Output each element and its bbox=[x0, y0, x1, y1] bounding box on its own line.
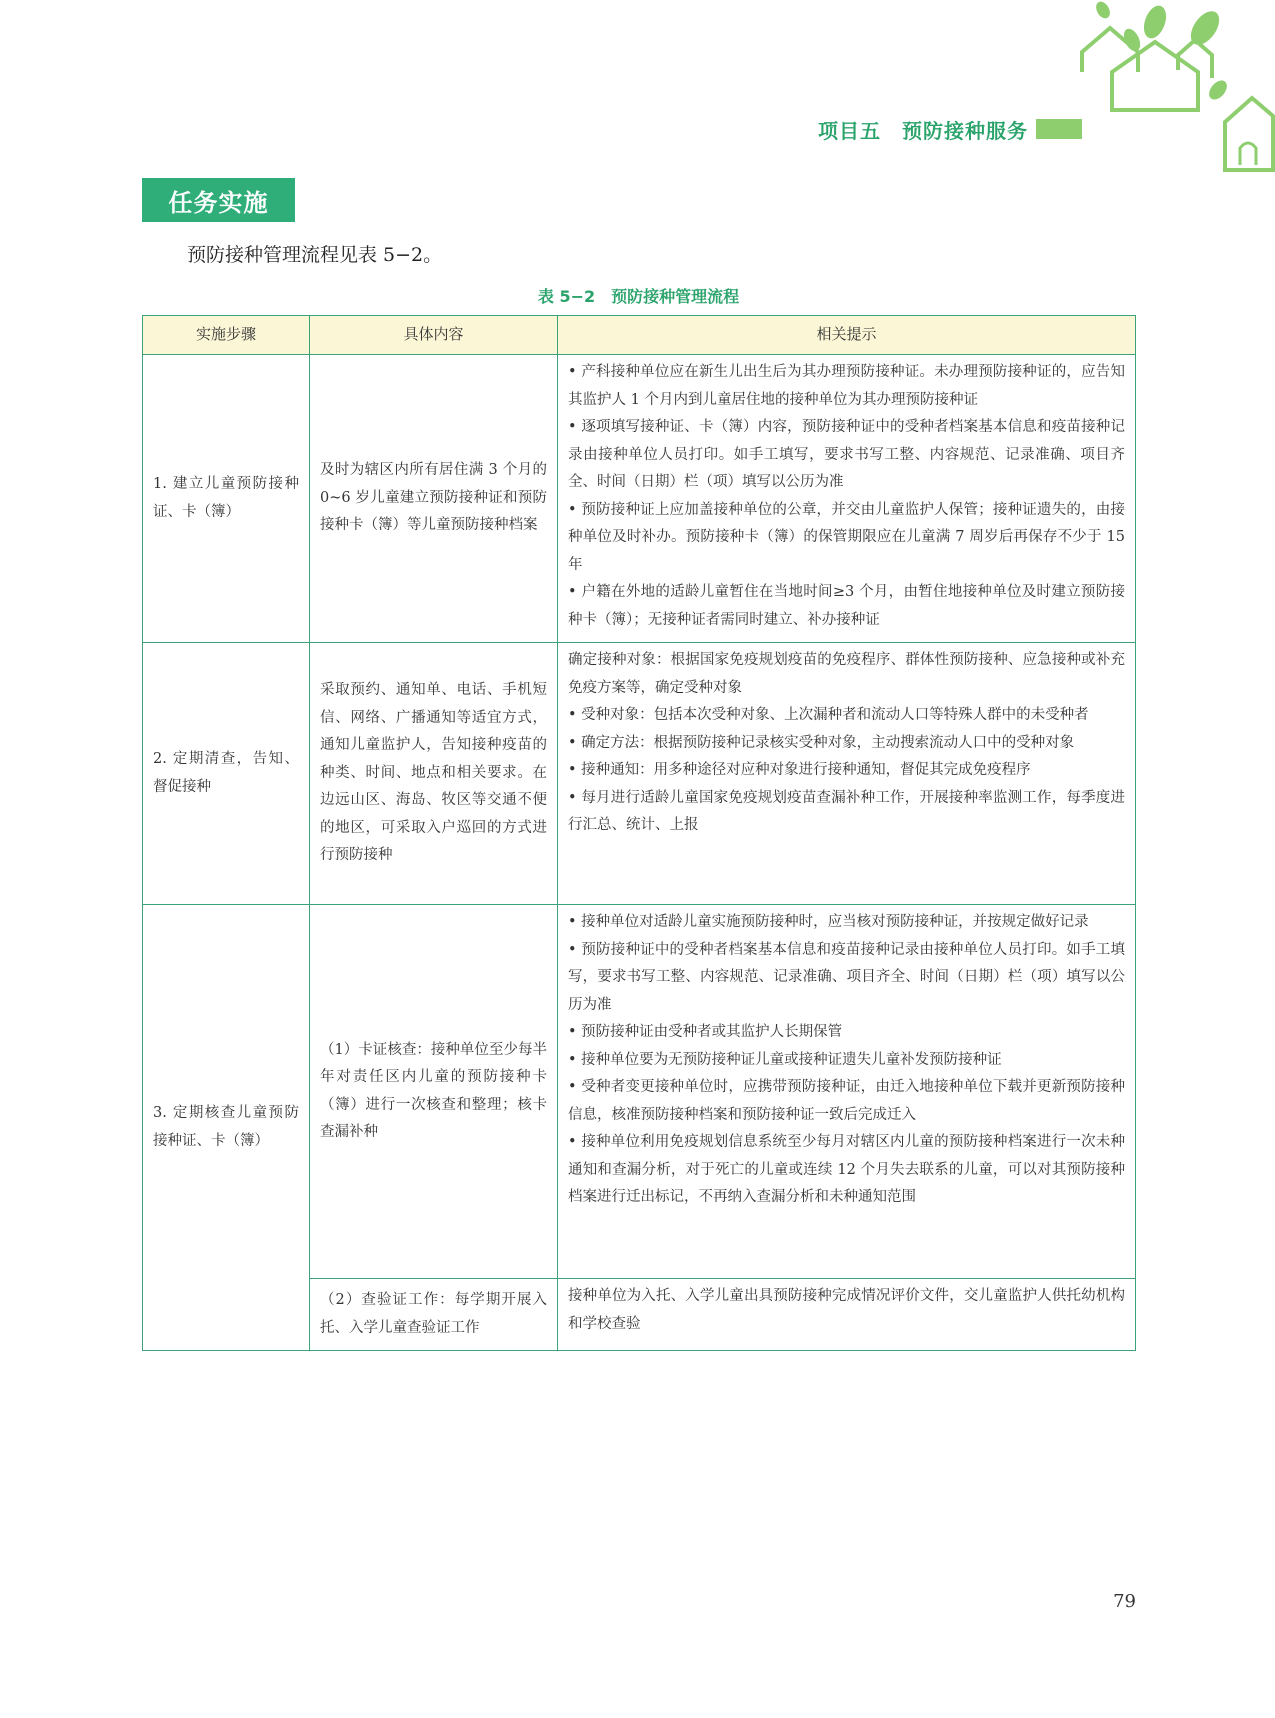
table-row bbox=[143, 905, 1136, 1279]
tips-cell bbox=[558, 355, 1136, 643]
tip-item: • 接种通知：用多种途径对应种对象进行接种通知，督促其完成免疫程序 bbox=[568, 762, 1031, 778]
step-cell: 3. 定期核查儿童预防接种证、卡（簿） bbox=[143, 905, 310, 1351]
page-number: 79 bbox=[1113, 1591, 1136, 1612]
table-header-row bbox=[143, 316, 1136, 355]
tip-item: • 每月进行适龄儿童国家免疫规划疫苗查漏补种工作，开展接种率监测工作，每季度进行汇总、统计、上报 bbox=[568, 789, 1125, 833]
tips-cell bbox=[558, 1279, 1136, 1351]
tip-item: • 确定方法：根据预防接种记录核实受种对象，主动搜索流动人口中的受种对象 bbox=[568, 734, 1075, 751]
tip-item: • 户籍在外地的适龄儿童暂住在当地时间≥3 个月，由暂住地接种单位及时建立预防接种卡（簿）；无接种证者需同时建立、补办接种证 bbox=[568, 584, 1125, 628]
tip-item: • 接种单位利用免疫规划信息系统至少每月对辖区内儿童的预防接种档案进行一次未种通知和查漏分析，对于死亡的儿童或连续 12 个月失去联系的儿童，可以对其预防接种档案进行迁出标记，不再纳入查漏分析和未种通知范围 bbox=[568, 1134, 1125, 1205]
column-header-step: 实施步骤 bbox=[143, 316, 310, 355]
table-row bbox=[143, 355, 1136, 643]
tip-item: 确定接种对象：根据国家免疫规划疫苗的免疫程序、群体性预防接种、应急接种或补充免疫方案等，确定受种对象 bbox=[568, 652, 1125, 696]
step-cell: 1. 建立儿童预防接种证、卡（簿） bbox=[143, 355, 310, 643]
process-table bbox=[142, 315, 1136, 1351]
table-caption: 表 5−2 预防接种管理流程 bbox=[537, 287, 740, 306]
tip-item: • 接种单位对适龄儿童实施预防接种时，应当核对预防接种证，并按规定做好记录 bbox=[568, 914, 1089, 930]
content-cell: 采取预约、通知单、电话、手机短信、网络、广播通知等适宜方式，通知儿童监护人，告知接种疫苗的种类、时间、地点和相关要求。在边远山区、海岛、牧区等交通不便的地区，可采取入户巡回的方式进行预防接种 bbox=[310, 643, 558, 905]
step-cell: 2. 定期清查，告知、督促接种 bbox=[143, 643, 310, 905]
tip-item: • 产科接种单位应在新生儿出生后为其办理预防接种证。未办理预防接种证的，应告知其监护人 1 个月内到儿童居住地的接种单位为其办理预防接种证 bbox=[568, 364, 1125, 408]
intro-text: 预防接种管理流程见表 5−2。 bbox=[187, 244, 443, 266]
section-badge: 任务实施 bbox=[142, 178, 295, 222]
tips-cell bbox=[558, 905, 1136, 1279]
chapter-header bbox=[760, 113, 1082, 145]
table-row bbox=[143, 643, 1136, 905]
tip-item: • 接种单位要为无预防接种证儿童或接种证遗失儿童补发预防接种证 bbox=[568, 1051, 1002, 1068]
tip-item: • 预防接种证中的受种者档案基本信息和疫苗接种记录由接种单位人员打印。如手工填写，要求书写工整、内容规范、记录准确、项目齐全、时间（日期）栏（项）填写以公历为准 bbox=[568, 941, 1125, 1013]
content-cell: （1）卡证核查：接种单位至少每半年对责任区内儿童的预防接种卡（簿）进行一次核查和整理；核卡查漏补种 bbox=[310, 905, 558, 1279]
content-cell: （2）查验证工作：每学期开展入托、入学儿童查验证工作 bbox=[310, 1279, 558, 1351]
tip-item: • 预防接种证由受种者或其监护人长期保管 bbox=[568, 1024, 843, 1040]
tip-item: 接种单位为入托、入学儿童出具预防接种完成情况评价文件，交儿童监护人供托幼机构和学校查验 bbox=[568, 1288, 1125, 1332]
house-and-leaves-icon bbox=[1060, 0, 1275, 175]
chapter-accent-bar bbox=[1036, 119, 1082, 139]
content-cell: 及时为辖区内所有居住满 3 个月的 0~6 岁儿童建立预防接种证和预防接种卡（簿）等儿童预防接种档案 bbox=[310, 355, 558, 643]
column-header-content: 具体内容 bbox=[310, 316, 558, 355]
tips-cell bbox=[558, 643, 1136, 905]
process-table-wrapper bbox=[142, 315, 1135, 1351]
column-header-tips: 相关提示 bbox=[558, 316, 1136, 355]
tip-item: • 逐项填写接种证、卡（簿）内容，预防接种证中的受种者档案基本信息和疫苗接种记录由接种单位人员打印。如手工填写，要求书写工整、内容规范、记录准确、项目齐全、时间（日期）栏（项）填写以公历为准 bbox=[568, 419, 1125, 490]
chapter-title: 项目五 预防接种服务 bbox=[818, 118, 1028, 143]
tip-item: • 预防接种证上应加盖接种单位的公章，并交由儿童监护人保管；接种证遗失的，由接种单位及时补办。预防接种卡（簿）的保管期限应在儿童满 7 周岁后再保存不少于 15 年 bbox=[568, 501, 1125, 573]
tip-item: • 受种对象：包括本次受种对象、上次漏种者和流动人口等特殊人群中的未受种者 bbox=[568, 707, 1089, 723]
tip-item: • 受种者变更接种单位时，应携带预防接种证，由迁入地接种单位下载并更新预防接种信息，核准预防接种档案和预防接种证一致后完成迁入 bbox=[568, 1079, 1125, 1123]
